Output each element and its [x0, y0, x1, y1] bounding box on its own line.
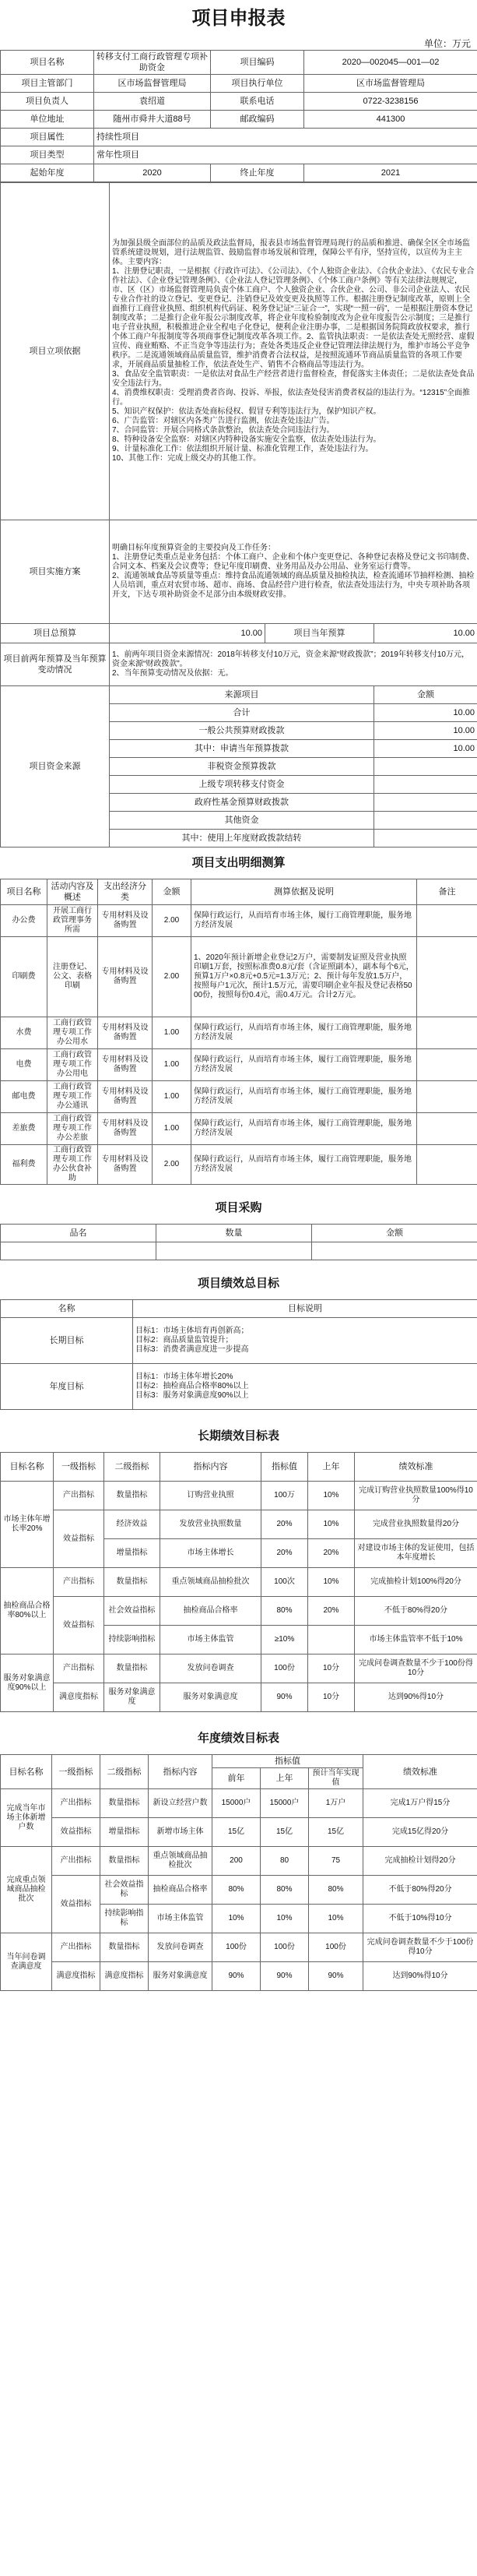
- table-cell: 终止年度: [211, 164, 304, 182]
- plan-label: 项目实施方案: [1, 520, 110, 624]
- perf-row: [1, 1364, 477, 1410]
- table-cell: 15亿: [212, 1818, 261, 1847]
- table-cell: 目标说明: [133, 1300, 477, 1318]
- table-cell: 项目属性: [1, 129, 94, 146]
- table-cell: [417, 1145, 477, 1185]
- table-cell: 完成抽检计划得20分: [363, 1847, 477, 1876]
- table-cell: 项目总预算: [1, 624, 110, 643]
- table-cell: 产出指标: [52, 1847, 100, 1876]
- table-cell: 10%: [308, 1510, 355, 1539]
- table-cell: 转移支付工商行政管理专项补助资金: [94, 51, 211, 75]
- table-cell: 完成重点领域商品抽检批次: [1, 1847, 52, 1933]
- table-cell: 一般公共预算财政拨款: [110, 722, 374, 740]
- table-cell: 数量指标: [100, 1933, 149, 1962]
- table-cell: 持续影响指标: [104, 1626, 160, 1654]
- table-cell: 保障行政运行，从而培育市场主体，履行工商管理职能，服务地方经济发展: [191, 1113, 417, 1145]
- purchase-table: [0, 1224, 477, 1260]
- purchase-title: 项目采购: [215, 1201, 262, 1214]
- basis-label: 项目立项依据: [1, 183, 110, 520]
- table-cell: 100份: [261, 1933, 309, 1962]
- table-cell: 支出经济分类: [98, 879, 153, 905]
- table-cell: 增量指标: [100, 1818, 149, 1847]
- table-cell: 效益指标: [54, 1510, 104, 1568]
- table-cell: 政府性基金预算财政拨款: [110, 794, 374, 812]
- table-cell: 订购营业执照: [160, 1482, 261, 1510]
- table-cell: 441300: [304, 111, 477, 129]
- table-cell: 项目编码: [211, 51, 304, 75]
- table-cell: 数量指标: [104, 1482, 160, 1510]
- table-cell: 80%: [261, 1597, 308, 1626]
- table-cell: 工商行政管理专项工作办公用水: [47, 1017, 98, 1049]
- basis-row: [1, 183, 477, 520]
- table-cell: 上级专项转移支付资金: [110, 776, 374, 794]
- table-cell: 印刷费: [1, 937, 47, 1017]
- expense-row: [1, 1081, 477, 1113]
- basic-info-table: [0, 50, 477, 182]
- table-cell: 项目类型: [1, 146, 94, 164]
- table-cell: 保障行政运行，从而培育市场主体，履行工商管理职能，服务地方经济发展: [191, 905, 417, 937]
- table-cell: 15亿: [261, 1818, 309, 1847]
- table-cell: 工商行政管理专项工作办公用电: [47, 1049, 98, 1081]
- table-cell: 区市场监督管理局: [304, 75, 477, 93]
- table-cell: 金额: [153, 879, 191, 905]
- table-cell: [374, 794, 477, 812]
- table-cell: 常年性项目: [94, 146, 477, 164]
- table-cell: 10%: [261, 1905, 309, 1933]
- table-cell: 项目当年预算: [265, 624, 374, 643]
- longterm-row: [1, 1654, 477, 1683]
- annual-row: [1, 1933, 477, 1962]
- annual-head: [1, 1755, 477, 1768]
- table-cell: 起始年度: [1, 164, 94, 182]
- table-cell: 合计: [110, 704, 374, 722]
- table-cell: [417, 937, 477, 1017]
- table-cell: 保障行政运行，从而培育市场主体，履行工商管理职能，服务地方经济发展: [191, 1049, 417, 1081]
- purchase-head: [1, 1225, 477, 1242]
- table-cell: 产出指标: [54, 1568, 104, 1597]
- table-cell: [374, 830, 477, 848]
- table-cell: 满意度指标: [52, 1962, 100, 1991]
- table-cell: 服务对象满意度: [160, 1683, 261, 1712]
- table-cell: 完成订购营业执照数量100%得10分: [355, 1482, 477, 1510]
- table-cell: 预计当年实现值: [309, 1768, 363, 1789]
- table-cell: 目标名称: [1, 1755, 52, 1789]
- table-cell: 15000户: [261, 1789, 309, 1818]
- table-cell: 福利费: [1, 1145, 47, 1185]
- table-cell: 社会效益指标: [104, 1597, 160, 1626]
- table-cell: 完成营业执照数量得20分: [355, 1510, 477, 1539]
- perf-table: [0, 1299, 477, 1410]
- table-cell: 发放营业执照数量: [160, 1510, 261, 1539]
- table-cell: 100万: [261, 1482, 308, 1510]
- table-cell: 区市场监督管理局: [94, 75, 211, 93]
- perf-row: [1, 1318, 477, 1364]
- table-cell: 测算依据及说明: [191, 879, 417, 905]
- table-cell: 专用材料及设备购置: [98, 1049, 153, 1081]
- table-cell: 90%: [261, 1962, 309, 1991]
- table-cell: 1万户: [309, 1789, 363, 1818]
- table-cell: 指标值: [212, 1755, 363, 1768]
- table-cell: [417, 1017, 477, 1049]
- table-cell: 产出指标: [54, 1654, 104, 1683]
- table-cell: 75: [309, 1847, 363, 1876]
- table-cell: 产出指标: [52, 1789, 100, 1818]
- table-cell: 项目前两年预算及当年预算变动情况: [1, 643, 110, 686]
- annual-row: [1, 1789, 477, 1818]
- table-cell: 市场主体监管: [149, 1905, 212, 1933]
- table-cell: 产出指标: [52, 1933, 100, 1962]
- table-cell: 新增市场主体: [149, 1818, 212, 1847]
- longterm-head: [1, 1453, 477, 1482]
- table-cell: 持续性项目: [94, 129, 477, 146]
- table-cell: 上年: [261, 1768, 309, 1789]
- table-cell: 指标内容: [149, 1755, 212, 1789]
- table-cell: 单位地址: [1, 111, 94, 129]
- table-cell: 10.00: [374, 624, 477, 643]
- table-cell: [308, 1626, 355, 1654]
- basic-row: [1, 146, 477, 164]
- perf-head: [1, 1300, 477, 1318]
- unit-label: 单位：万元: [423, 38, 471, 49]
- annual-title: 年度绩效目标表: [197, 1732, 279, 1745]
- table-cell: 10%: [309, 1905, 363, 1933]
- annual-row: [1, 1847, 477, 1876]
- table-cell: 20%: [261, 1510, 308, 1539]
- basis-text: 为加强县级全面部位的品质及政法监督局，报表县市场监督管理局现行的品质和推进、确保全区全市场监管系统建设规划，进行法规监管、鼓励监督市场发展和管理，保障公平有序，坚持宣传，以宣传为主主体。主要内容： 1、注册登记职责，一是根据《行政许可法》、《公司法》、《个人独资企业法》、《合伙企业法》、《农民专业合作社法》、《企业登记管理条例》、《企业法人登记管理条例》、《个体工商户条例》等有关法律法规规定，市、区（区）市场监督管理局负责个体工商户、个人独资企业、合伙企业、公司、非公司企业法人、农民专业合作社的设立登记、变更登记、注销登记及效变更及执照等工作。根据注册登记制度改革，原则上全面推行工商营业执照、组织机构代码证、税务登记证“三证合一”，实现“一照一码”，一是根据注册资本登记制度改革；二是推行企业年报公示制度改革，将企业年度检验制度改为企业年度报告公示制度；三是推行电子营业执照，积极推进企业全程电子化登记，便利企业注册办事，二是根据国务院简政放权要求，推行个体工商户年报制度等各项商事登记制度改革各项工作。2、监管执法职责：一是依法查处无照经营、虚假宣传、商业贿赂、不正当竞争等违法行为；查处各类违反企业登记管理法律法规行为，维护市场公平竞争秩序。二是流通领域商品质量监管，维护消费者合法权益，是按照流通环节商品质量监管的各项工作要求，开展商品质量抽检工作，依法查处生产、销售不合格商品等违法行为。 3、食品安全监管职责：一是依法对食品生产经营者进行监督检查，督促落实主体责任；二是依法查处食品安全违法行为。 4、消费维权职责：受理消费者咨询、投诉、举报，依法查处侵害消费者权益的违法行为。“12315”全面推行。 5、知识产权保护：依法查处商标侵权、假冒专利等违法行为，保护知识产权。 6、广告监管：对辖区内各类广告进行监测，依法查处违法广告。 7、合同监管：开展合同格式条款整治，依法查处合同违法行为。 8、特种设备安全监察：对辖区内特种设备实施安全监察，依法查处违法行为。 9、计量标准化工作：依法组织开展计量、标准化管理工作，查处违法行为。 10、其他工作：完成上级交办的其他工作。: [110, 183, 477, 520]
- table-cell: 增量指标: [104, 1539, 160, 1568]
- table-cell: 名称: [1, 1300, 133, 1318]
- expense-row: [1, 905, 477, 937]
- table-cell: 15000户: [212, 1789, 261, 1818]
- table-cell: 完成问卷调查数量不少于100份得10分: [355, 1654, 477, 1683]
- source-label: 项目资金来源: [1, 686, 110, 848]
- empty-cell: [1, 1242, 156, 1260]
- table-cell: 不低于80%得20分: [355, 1597, 477, 1626]
- table-cell: 市场主体监管率不低于10%: [355, 1626, 477, 1654]
- table-cell: 活动内容及概述: [47, 879, 98, 905]
- table-cell: 200: [212, 1847, 261, 1876]
- basic-row: [1, 164, 477, 182]
- table-cell: 数量指标: [100, 1847, 149, 1876]
- table-cell: 水费: [1, 1017, 47, 1049]
- table-cell: 服务对象满意度: [149, 1962, 212, 1991]
- table-cell: 指标值: [261, 1453, 308, 1482]
- table-cell: 项目名称: [1, 879, 47, 905]
- table-cell: 2020: [94, 164, 211, 182]
- table-cell: 1.00: [153, 1017, 191, 1049]
- table-cell: 2.00: [153, 1145, 191, 1185]
- table-cell: 完成问卷调查数量不少于100份得10分: [363, 1933, 477, 1962]
- table-cell: 对建设市场主体的发证使用，包括本年度增长: [355, 1539, 477, 1568]
- table-cell: 80%: [212, 1876, 261, 1905]
- table-cell: 10%: [212, 1905, 261, 1933]
- table-cell: 前年: [212, 1768, 261, 1789]
- table-cell: 金额: [374, 686, 477, 704]
- table-cell: 非税资金预算拨款: [110, 758, 374, 776]
- table-cell: 数量指标: [104, 1568, 160, 1597]
- table-cell: 1、2020年预计新增企业登记2万户，需要制发证照及营业执照印刷1万套，按照标准费0.8元/套（含证照副本），副本每个6元，预算1万户×0.8元+0.5元=1.3万元；2、预计每年发放1.5万户，按照每户1元次，预计1.5万元，需要印刷企业年报及登记表格5000份，按照每份0.4元，需0.4万元。合计2万元。: [191, 937, 417, 1017]
- table-cell: 市场主体增长: [160, 1539, 261, 1568]
- expense-row: [1, 1113, 477, 1145]
- longterm-row: [1, 1683, 477, 1712]
- budget-table: [0, 182, 477, 848]
- table-cell: 10分: [308, 1654, 355, 1683]
- basic-row: [1, 51, 477, 75]
- table-cell: 邮电费: [1, 1081, 47, 1113]
- table-cell: 发放问卷调查: [149, 1933, 212, 1962]
- table-cell: 一级指标: [54, 1453, 104, 1482]
- table-cell: 其他资金: [110, 812, 374, 830]
- table-cell: 10.00: [374, 740, 477, 758]
- longterm-row: [1, 1568, 477, 1597]
- table-cell: 2021: [304, 164, 477, 182]
- table-cell: 保障行政运行，从而培育市场主体，履行工商管理职能，服务地方经济发展: [191, 1017, 417, 1049]
- table-cell: 10%: [308, 1568, 355, 1597]
- table-cell: 保障行政运行，从而培育市场主体，履行工商管理职能，服务地方经济发展: [191, 1145, 417, 1185]
- table-cell: 绩效标准: [363, 1755, 477, 1789]
- expense-title: 项目支出明细测算: [191, 856, 286, 869]
- table-cell: 达到90%得10分: [355, 1683, 477, 1712]
- table-cell: 完成1万户得15分: [363, 1789, 477, 1818]
- table-cell: 发放问卷调查: [160, 1654, 261, 1683]
- longterm-row: [1, 1597, 477, 1626]
- table-cell: 产出指标: [54, 1482, 104, 1510]
- table-cell: [374, 812, 477, 830]
- table-cell: 效益指标: [54, 1597, 104, 1654]
- table-cell: 金额: [312, 1225, 477, 1242]
- table-cell: 数量指标: [100, 1789, 149, 1818]
- annual-row: [1, 1876, 477, 1905]
- table-cell: 随州市舜井大道88号: [94, 111, 211, 129]
- table-cell: 不低于80%得20分: [363, 1876, 477, 1905]
- table-cell: 持续影响指标: [100, 1905, 149, 1933]
- table-cell: 10.00: [374, 704, 477, 722]
- table-cell: 2020—002045—001—02: [304, 51, 477, 75]
- table-cell: 80%: [261, 1876, 309, 1905]
- table-cell: 新设立经营户数: [149, 1789, 212, 1818]
- table-cell: 1.00: [153, 1049, 191, 1081]
- plan-text: 明确目标年度预算资金的主要投向及工作任务： 1、注册登记类重点是业务包括：个体工商户、企业和个体户变更登记、各种登记表格及登记文书印制费、合同文本、档案及会议费等；登记年度印刷费、业务用品及办公用品、业务室运行费等。 2、流通领域食品等质量等重点：维持食品流通领域的商品质量及抽检执法，检查流通环节抽样检测、抽检人员培训，重点对农贸市场、超市、商场、食品经营户进行检查，依法查处违法行为，中央专项补助各项开支，下达专项补助资金不足部分由本级财政安排。: [110, 520, 477, 624]
- table-cell: 来源项目: [110, 686, 374, 704]
- table-cell: 工商行政管理专项工作办公通讯: [47, 1081, 98, 1113]
- table-cell: 专用材料及设备购置: [98, 905, 153, 937]
- table-cell: 15亿: [309, 1818, 363, 1847]
- table-cell: 当年问卷调查满意度: [1, 1933, 52, 1991]
- annual-row: [1, 1962, 477, 1991]
- table-cell: 市场主体年增长率20%: [1, 1482, 54, 1568]
- table-cell: 90%: [261, 1683, 308, 1712]
- table-cell: 不低于10%得10分: [363, 1905, 477, 1933]
- table-cell: 1.00: [153, 1113, 191, 1145]
- table-cell: [374, 776, 477, 794]
- table-cell: 达到90%得10分: [363, 1962, 477, 1991]
- longterm-row: [1, 1510, 477, 1539]
- purchase-row: [1, 1242, 477, 1260]
- table-cell: 数量: [156, 1225, 312, 1242]
- table-cell: 上年: [308, 1453, 355, 1482]
- table-cell: 袁绍道: [94, 93, 211, 111]
- table-cell: 绩效标准: [355, 1453, 477, 1482]
- longterm-row: [1, 1482, 477, 1510]
- table-cell: 其中：申请当年预算拨款: [110, 740, 374, 758]
- table-cell: 目标1：市场主体培育再创新高； 目标2：商品质量监管提升； 目标3：消费者满意度进一步提高: [133, 1318, 477, 1364]
- table-cell: 效益指标: [52, 1818, 100, 1847]
- table-cell: 完成15亿得20分: [363, 1818, 477, 1847]
- table-cell: 数量指标: [104, 1654, 160, 1683]
- table-cell: 80%: [309, 1876, 363, 1905]
- table-cell: 二级指标: [100, 1755, 149, 1789]
- table-cell: 目标名称: [1, 1453, 54, 1482]
- table-cell: 专用材料及设备购置: [98, 1081, 153, 1113]
- table-cell: 专用材料及设备购置: [98, 937, 153, 1017]
- table-cell: 二级指标: [104, 1453, 160, 1482]
- table-cell: 社会效益指标: [100, 1876, 149, 1905]
- table-cell: 100份: [309, 1933, 363, 1962]
- table-cell: 专用材料及设备购置: [98, 1017, 153, 1049]
- table-cell: 注册登记、公文、表格印刷: [47, 937, 98, 1017]
- table-cell: 2.00: [153, 937, 191, 1017]
- table-cell: 抽检商品合格率: [160, 1597, 261, 1626]
- annual-table: [0, 1754, 477, 1991]
- table-cell: ≥10%: [261, 1626, 308, 1654]
- table-cell: 20%: [308, 1597, 355, 1626]
- table-cell: 专用材料及设备购置: [98, 1113, 153, 1145]
- table-cell: 100份: [261, 1654, 308, 1683]
- table-cell: 邮政编码: [211, 111, 304, 129]
- table-cell: 专用材料及设备购置: [98, 1145, 153, 1185]
- table-cell: 项目主管部门: [1, 75, 94, 93]
- annual-row: [1, 1818, 477, 1847]
- expense-row: [1, 1017, 477, 1049]
- table-cell: 10.00: [374, 722, 477, 740]
- table-cell: 办公费: [1, 905, 47, 937]
- table-cell: 效益指标: [52, 1876, 100, 1933]
- table-cell: 完成抽检计划100%得20分: [355, 1568, 477, 1597]
- expense-head: [1, 879, 477, 905]
- table-cell: 工商行政管理专项工作办公伙食补助: [47, 1145, 98, 1185]
- table-cell: [417, 1049, 477, 1081]
- table-cell: 备注: [417, 879, 477, 905]
- source-head-row: [1, 686, 477, 704]
- basic-row: [1, 129, 477, 146]
- table-cell: 90%: [309, 1962, 363, 1991]
- budget-change-row: [1, 643, 477, 686]
- table-cell: 服务对象满意度: [104, 1683, 160, 1712]
- table-cell: 重点领域商品抽检批次: [149, 1847, 212, 1876]
- table-cell: 10%: [308, 1482, 355, 1510]
- table-cell: [417, 905, 477, 937]
- table-cell: 品名: [1, 1225, 156, 1242]
- table-cell: 服务对象满意度90%以上: [1, 1654, 54, 1712]
- table-cell: 一级指标: [52, 1755, 100, 1789]
- table-cell: 1、前两年项目资金来源情况：2018年转移支付10万元，资金来源“财政拨款”；2019年转移支付10万元，资金来源“财政拨款”。 2、当年预算变动情况及依据：无。: [110, 643, 477, 686]
- table-cell: 20%: [261, 1539, 308, 1568]
- table-cell: [374, 758, 477, 776]
- table-cell: 重点领域商品抽检批次: [160, 1568, 261, 1597]
- table-cell: 满意度指标: [100, 1962, 149, 1991]
- basic-row: [1, 93, 477, 111]
- table-cell: 满意度指标: [54, 1683, 104, 1712]
- plan-row: [1, 520, 477, 624]
- table-cell: 差旅费: [1, 1113, 47, 1145]
- longterm-title: 长期绩效目标表: [197, 1429, 279, 1443]
- empty-cell: [156, 1242, 312, 1260]
- table-cell: 电费: [1, 1049, 47, 1081]
- table-cell: 0722-3238156: [304, 93, 477, 111]
- basic-row: [1, 111, 477, 129]
- expense-row: [1, 1145, 477, 1185]
- table-cell: 指标内容: [160, 1453, 261, 1482]
- basic-row: [1, 75, 477, 93]
- table-cell: 长期目标: [1, 1318, 133, 1364]
- table-cell: 10分: [308, 1683, 355, 1712]
- table-cell: 联系电话: [211, 93, 304, 111]
- table-cell: 抽检商品合格率80%以上: [1, 1568, 54, 1654]
- expense-row: [1, 937, 477, 1017]
- table-cell: 其中：使用上年度财政拨款结转: [110, 830, 374, 848]
- table-cell: 项目执行单位: [211, 75, 304, 93]
- table-cell: 10.00: [110, 624, 265, 643]
- table-cell: [417, 1081, 477, 1113]
- perf-title: 项目绩效总目标: [197, 1277, 279, 1290]
- table-cell: 项目名称: [1, 51, 94, 75]
- table-cell: 100份: [212, 1933, 261, 1962]
- expense-row: [1, 1049, 477, 1081]
- table-cell: 抽检商品合格率: [149, 1876, 212, 1905]
- table-cell: 90%: [212, 1962, 261, 1991]
- table-cell: [417, 1113, 477, 1145]
- table-cell: 项目负责人: [1, 93, 94, 111]
- empty-cell: [312, 1242, 477, 1260]
- table-cell: 开展工商行政管理事务所需: [47, 905, 98, 937]
- expense-table: [0, 879, 477, 1185]
- budget-row: [1, 624, 477, 643]
- table-cell: 20%: [308, 1539, 355, 1568]
- table-cell: 80: [261, 1847, 309, 1876]
- table-cell: 1.00: [153, 1081, 191, 1113]
- table-cell: 目标1：市场主体年增长20% 目标2：抽检商品合格率80%以上 目标3：服务对象满意度90%以上: [133, 1364, 477, 1410]
- table-cell: 完成当年市场主体新增户数: [1, 1789, 52, 1847]
- table-cell: 年度目标: [1, 1364, 133, 1410]
- table-cell: 100次: [261, 1568, 308, 1597]
- table-cell: 工商行政管理专项工作办公差旅: [47, 1113, 98, 1145]
- page-title: 项目申报表: [191, 8, 286, 29]
- table-cell: 市场主体监管: [160, 1626, 261, 1654]
- longterm-table: [0, 1452, 477, 1712]
- table-cell: 2.00: [153, 905, 191, 937]
- table-cell: 保障行政运行，从而培育市场主体，履行工商管理职能，服务地方经济发展: [191, 1081, 417, 1113]
- table-cell: 经济效益: [104, 1510, 160, 1539]
